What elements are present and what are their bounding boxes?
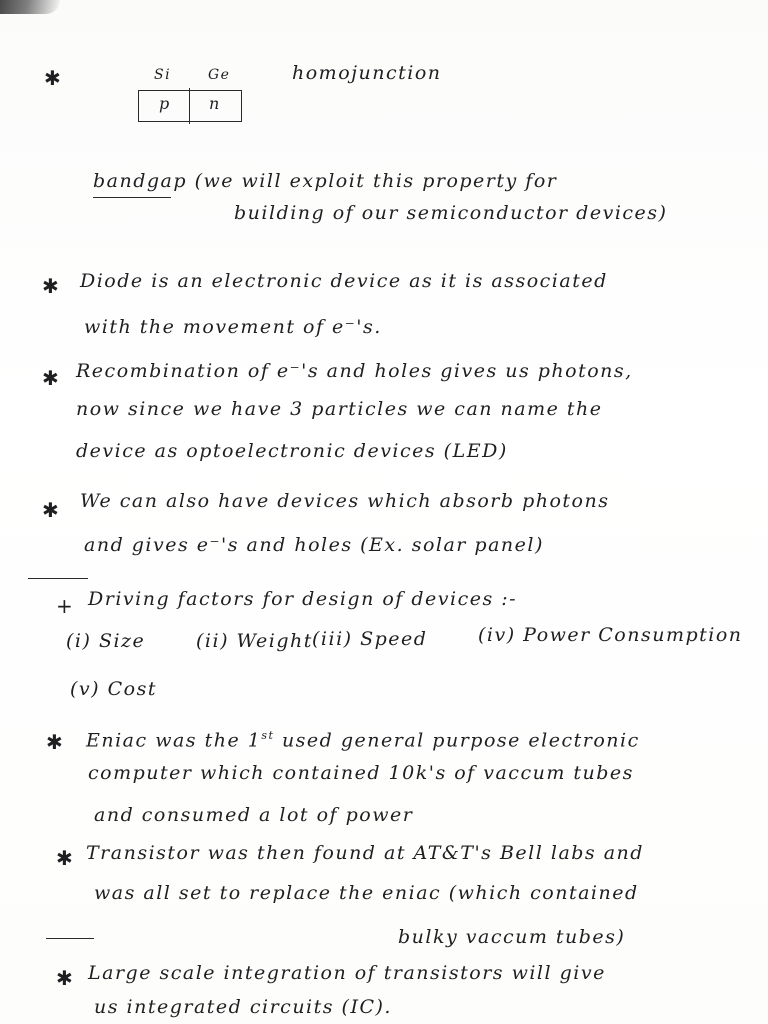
- bullet-star-icon: ✱: [44, 66, 61, 90]
- eniac-line-2: computer which contained 10k's of vaccum tubes: [88, 762, 634, 784]
- section-divider: [28, 578, 88, 579]
- transistor-line-3: bulky vaccum tubes): [398, 926, 626, 948]
- eniac-line-1-start: Eniac was the 1: [86, 729, 262, 752]
- bullet-plus-icon: +: [56, 594, 73, 618]
- eniac-line-1: [86, 730, 640, 750]
- driving-factors-title: Driving factors for design of devices :-: [88, 588, 518, 610]
- n-region-label: n: [209, 94, 220, 113]
- diode-line-1: Diode is an electronic device as it is associated: [80, 270, 608, 292]
- factor-weight: (ii) Weight: [196, 630, 313, 652]
- page-corner-shadow: [0, 0, 60, 14]
- p-region-label: p: [159, 94, 170, 113]
- homojunction-diagram: [138, 90, 242, 122]
- eniac-line-1-end: used general purpose electronic: [274, 729, 640, 752]
- recombination-line-3: device as optoelectronic devices (LED): [76, 440, 508, 462]
- bullet-star-icon: ✱: [42, 498, 59, 522]
- bullet-star-icon: ✱: [46, 730, 63, 754]
- factor-cost: (v) Cost: [70, 678, 157, 700]
- transistor-line-2: was all set to replace the eniac (which contained: [94, 882, 639, 904]
- bullet-star-icon: ✱: [56, 966, 73, 990]
- bandgap-line-1: bandgap (we will exploit this property for: [93, 170, 558, 192]
- eniac-superscript: st: [261, 729, 275, 742]
- bandgap-line-2: building of our semiconductor devices): [234, 202, 668, 224]
- diode-line-2: with the movement of e⁻'s.: [84, 316, 382, 338]
- transistor-line-1: Transistor was then found at AT&T's Bell labs and: [86, 842, 644, 864]
- bandgap-underline: [93, 197, 171, 198]
- absorb-line-1: We can also have devices which absorb photons: [80, 490, 610, 512]
- junction-divider: [189, 88, 190, 124]
- label-ge: Ge: [208, 67, 231, 83]
- factor-speed: (iii) Speed: [312, 628, 428, 650]
- section-divider: [46, 938, 94, 939]
- label-si: Si: [154, 67, 172, 83]
- recombination-line-2: now since we have 3 particles we can name the: [76, 398, 603, 420]
- eniac-line-3: and consumed a lot of power: [94, 804, 414, 826]
- homojunction-title: homojunction: [292, 62, 442, 84]
- absorb-line-2: and gives e⁻'s and holes (Ex. solar panel): [84, 534, 544, 556]
- lsi-line-1: Large scale integration of transistors will give: [88, 962, 606, 984]
- bullet-star-icon: ✱: [56, 846, 73, 870]
- recombination-line-1: Recombination of e⁻'s and holes gives us photons,: [76, 360, 633, 382]
- lsi-line-2: us integrated circuits (IC).: [94, 996, 392, 1018]
- factor-size: (i) Size: [66, 630, 146, 652]
- bullet-star-icon: ✱: [42, 366, 59, 390]
- factor-power-consumption: (iv) Power Consumption: [478, 624, 743, 646]
- bullet-star-icon: ✱: [42, 274, 59, 298]
